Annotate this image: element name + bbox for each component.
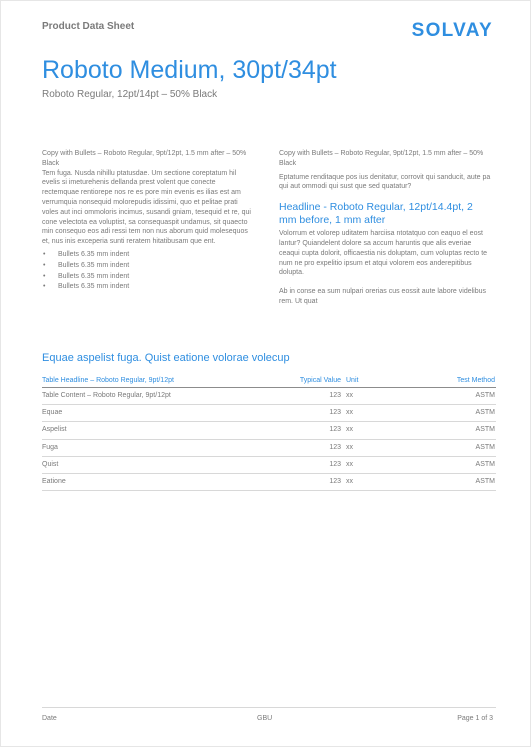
bullet-list xyxy=(42,250,254,293)
left-body: Tem fuga. Nusda nihillu ptatusdae. Um sectione coreptatum hil evelis si imeturehenis dellanda prest volent que conecte rectemquae rentiorepe nos re es pore min evenis es ilias est am verrumquia nonsequid molorepudis idissimi, quo et pelitae prati voles aut inci ommoloris incimus, susandi gniam, tesequid et re, qui cone velectota ea voluptist, sa consequaspit undamus, sit quaecto min consequo eos adi ressi tem non nus aborum quid molesequos et, nus inis exceperia sunti reratem hitatibusam que ent. xyxy=(42,169,251,246)
page-subtitle: Roboto Regular, 12pt/14pt – 50% Black xyxy=(42,89,218,100)
column-header: Typical Value xyxy=(299,377,341,384)
right-column xyxy=(279,149,491,307)
left-intro: Copy with Bullets – Roboto Regular, 9pt/12pt, 1.5 mm after – 50% Black xyxy=(42,150,247,167)
solvay-logo: SOLVAY xyxy=(411,20,493,41)
table-cell: xx xyxy=(346,443,353,451)
footer-date: Date xyxy=(42,715,57,722)
section-headline: Headline - Roboto Regular, 12pt/14.4pt, 2 mm before, 1 mm after xyxy=(279,201,473,226)
list-item: • Bullets 6.35 mm indent xyxy=(42,282,254,293)
table-cell: Equae xyxy=(42,409,63,417)
table-cell: Fuga xyxy=(42,443,58,451)
table-cell: xx xyxy=(346,477,353,485)
table-cell: ASTM xyxy=(475,460,495,468)
table-cell: ASTM xyxy=(475,477,495,485)
bullet-icon: • xyxy=(43,261,46,269)
page-title: Roboto Medium, 30pt/34pt xyxy=(42,56,337,84)
table-cell: ASTM xyxy=(475,392,495,399)
table-cell: ASTM xyxy=(475,426,495,434)
table-cell: 123 xyxy=(329,443,341,451)
bullet-icon: • xyxy=(43,283,46,291)
right-paragraph-1: Eptatume renditaque pos ius denitatur, corrovit qui sanducit, aute pa qui aut ommodi qui sust que sed quatatur? xyxy=(279,173,491,191)
bullet-icon: • xyxy=(43,272,46,280)
column-header: Test Method xyxy=(456,377,495,384)
table-cell: xx xyxy=(346,409,353,417)
table-header-row xyxy=(42,373,496,388)
table-row xyxy=(42,422,496,439)
table-cell: Eatione xyxy=(42,477,66,485)
left-column xyxy=(42,149,254,293)
footer-page-number: Page 1 of 3 xyxy=(457,715,493,722)
document-type-label: Product Data Sheet xyxy=(42,21,135,32)
table-cell: 123 xyxy=(329,409,341,417)
table-cell: Quist xyxy=(42,460,59,468)
footer-divider xyxy=(42,707,496,708)
table-cell: Table Content – Roboto Regular, 9pt/12pt xyxy=(42,392,171,399)
table-cell: Aspelist xyxy=(42,426,67,434)
right-intro: Copy with Bullets – Roboto Regular, 9pt/12pt, 1.5 mm after – 50% Black xyxy=(279,150,484,167)
data-table xyxy=(42,373,496,491)
table-row xyxy=(42,440,496,457)
footer-gbu: GBU xyxy=(257,715,273,722)
table-cell: 123 xyxy=(329,392,341,399)
table-cell: 123 xyxy=(329,477,341,485)
table-cell: xx xyxy=(346,460,353,468)
table-row xyxy=(42,457,496,474)
right-paragraph-3: Ab in conse ea sum nulpari orerias cus eossit aute labore videlibus rem. Ut quat xyxy=(279,288,487,305)
list-item: • Bullets 6.35 mm indent xyxy=(42,261,254,272)
table-cell: xx xyxy=(346,426,353,434)
table-cell: xx xyxy=(346,392,353,399)
table-cell: 123 xyxy=(329,426,341,434)
right-paragraph-2: Volorrum et volorep uditatem harciisa ntotatquo con eaquo el eost lantur? Quiandelent dolore sa accum haruntis que alis everiae ceaqui cupta dolorit, officaestia nis doluptam, cum voluptas recto te num ne pro expelitio ipsum et atqui volorem eos anderepitibus dolupta. xyxy=(279,230,488,277)
column-header: Unit xyxy=(346,377,359,384)
list-item: • Bullets 6.35 mm indent xyxy=(42,272,254,283)
table-cell: 123 xyxy=(329,460,341,468)
table-title: Equae aspelist fuga. Quist eatione volorae volecup xyxy=(42,352,290,364)
list-item: • Bullets 6.35 mm indent xyxy=(42,250,254,261)
bullet-icon: • xyxy=(43,250,46,258)
column-header: Table Headline – Roboto Regular, 9pt/12pt xyxy=(42,377,174,384)
table-row xyxy=(42,388,496,405)
table-cell: ASTM xyxy=(475,443,495,451)
table-row xyxy=(42,474,496,491)
table-cell: ASTM xyxy=(475,409,495,417)
table-row xyxy=(42,405,496,422)
